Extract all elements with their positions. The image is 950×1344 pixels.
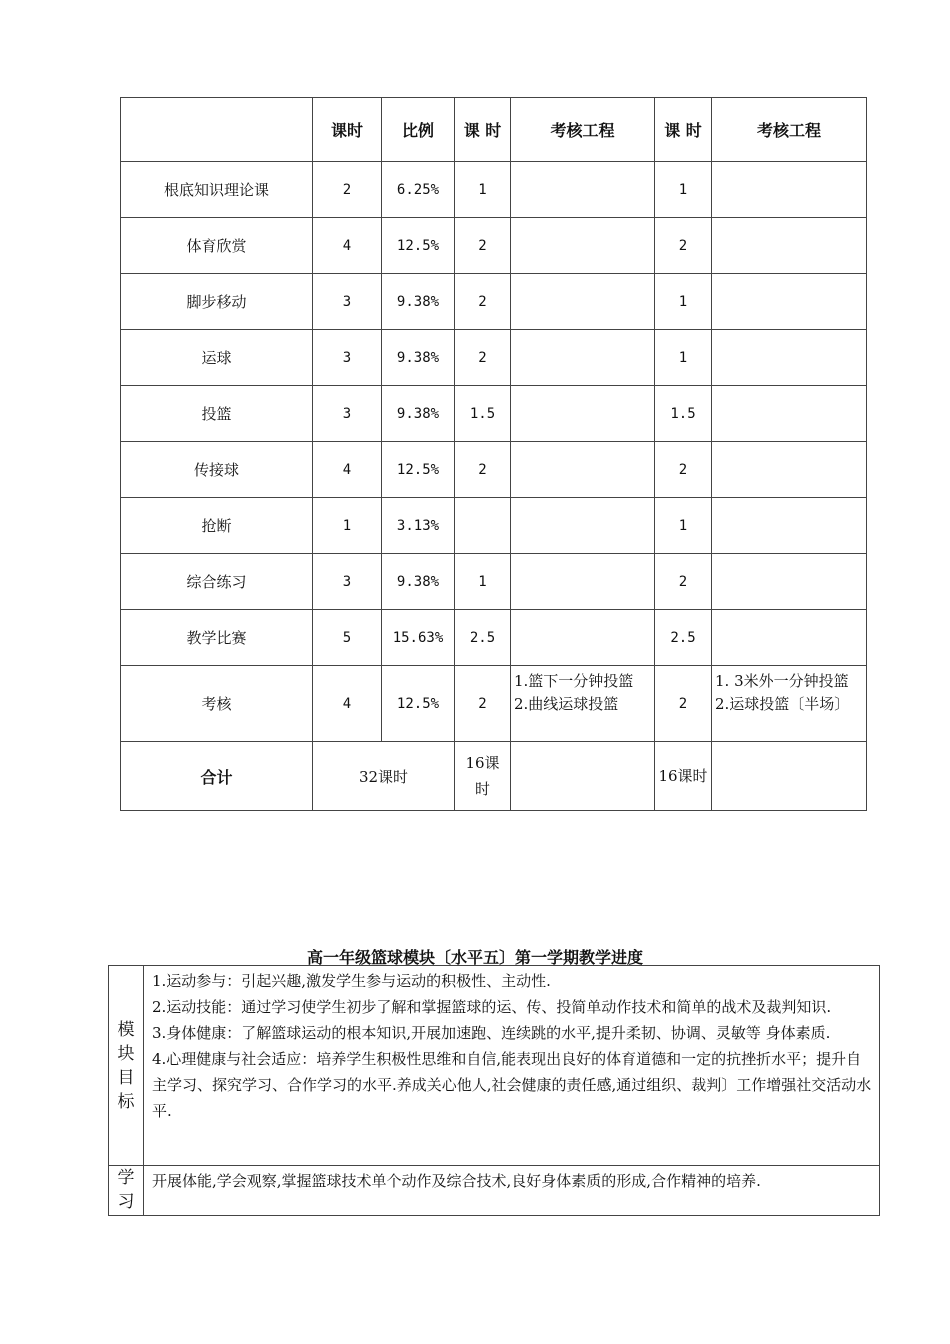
header-exam-term2: 考核工程 — [712, 98, 867, 162]
row-name: 运球 — [121, 330, 313, 386]
row-name: 教学比赛 — [121, 610, 313, 666]
row-hours: 4 — [313, 218, 382, 274]
table-row — [121, 610, 867, 666]
table-row — [121, 498, 867, 554]
row-hours-term2: 1 — [655, 162, 712, 218]
row-ratio: 12.5% — [382, 218, 455, 274]
header-hours: 课时 — [313, 98, 382, 162]
row-exam-term2 — [712, 274, 867, 330]
row-hours-term1: 2 — [455, 274, 511, 330]
goals-label — [109, 966, 144, 1166]
row-exam-term2 — [712, 162, 867, 218]
row-exam-term1 — [511, 386, 655, 442]
exam-row-hours-term1: 2 — [455, 666, 511, 742]
row-exam-term2 — [712, 386, 867, 442]
row-hours-term1: 2.5 — [455, 610, 511, 666]
exam-term2-wrap — [715, 668, 863, 740]
table-row — [121, 218, 867, 274]
learning-row — [109, 1166, 880, 1216]
row-ratio: 15.63% — [382, 610, 455, 666]
row-ratio: 9.38% — [382, 386, 455, 442]
row-ratio: 9.38% — [382, 330, 455, 386]
header-hours-term1: 课 时 — [455, 98, 511, 162]
row-exam-term1 — [511, 610, 655, 666]
total-row-hours-term2: 16课时 — [655, 742, 712, 811]
learning-cell: 开展体能,学会观察,掌握篮球技术单个动作及综合技术,良好身体素质的形成,合作精神的培养. — [144, 1166, 880, 1216]
goal-item: 4.心理健康与社会适应：培养学生积极性思维和自信,能表现出良好的体育道德和一定的抗挫折水平；提升自主学习、探究学习、合作学习的水平.养成关心他人,社会健康的责任感,通过组织、裁判〕工作增强社交活动水平. — [152, 1050, 872, 1120]
goals-label-text: 模块目标 — [117, 1019, 135, 1112]
row-hours: 1 — [313, 498, 382, 554]
goal-item: 1.运动参与：引起兴趣,激发学生参与运动的积极性、主动性. — [152, 972, 551, 990]
table-row — [121, 330, 867, 386]
table-row — [121, 162, 867, 218]
header-ratio: 比例 — [382, 98, 455, 162]
row-hours-term2: 2 — [655, 554, 712, 610]
row-hours-term2: 1.5 — [655, 386, 712, 442]
row-name: 抢断 — [121, 498, 313, 554]
row-hours: 3 — [313, 386, 382, 442]
learning-label-text: 学习 — [117, 1168, 135, 1212]
row-name: 综合练习 — [121, 554, 313, 610]
exam-term1-text: 1.篮下一分钟投篮 2.曲线运球投篮 — [514, 672, 634, 713]
table-body — [121, 162, 867, 666]
row-exam-term1 — [511, 442, 655, 498]
goal-item: 2.运动技能：通过学习使学生初步了解和掌握篮球的运、传、投简单动作技术和简单的战术及裁判知识. — [152, 998, 832, 1016]
row-exam-term2 — [712, 330, 867, 386]
row-hours-term2: 2 — [655, 442, 712, 498]
row-hours: 4 — [313, 442, 382, 498]
row-hours-term2: 1 — [655, 498, 712, 554]
row-exam-term2 — [712, 498, 867, 554]
goals-list — [152, 968, 875, 1164]
row-exam-term2 — [712, 554, 867, 610]
total-row-name: 合计 — [121, 742, 313, 811]
total-row-exam-term1 — [511, 742, 655, 811]
hours-table — [120, 97, 867, 811]
total-row-hours: 32课时 — [313, 742, 455, 811]
row-exam-term1 — [511, 330, 655, 386]
total-row-exam-term2 — [712, 742, 867, 811]
row-hours-term1 — [455, 498, 511, 554]
row-ratio: 6.25% — [382, 162, 455, 218]
row-ratio: 9.38% — [382, 554, 455, 610]
row-hours: 3 — [313, 274, 382, 330]
row-exam-term1 — [511, 162, 655, 218]
row-exam-term2 — [712, 218, 867, 274]
row-hours-term2: 1 — [655, 274, 712, 330]
row-name: 脚步移动 — [121, 274, 313, 330]
row-ratio: 9.38% — [382, 274, 455, 330]
row-hours-term1: 2 — [455, 330, 511, 386]
header-blank — [121, 98, 313, 162]
table-row — [121, 274, 867, 330]
header-exam-term1: 考核工程 — [511, 98, 655, 162]
total-row — [121, 742, 867, 811]
table-row — [121, 442, 867, 498]
goals-cell — [144, 966, 880, 1166]
row-name: 传接球 — [121, 442, 313, 498]
row-ratio: 12.5% — [382, 442, 455, 498]
row-hours-term1: 1.5 — [455, 386, 511, 442]
goal-item: 3.身体健康：了解篮球运动的根本知识,开展加速跑、连续跳的水平,提升柔韧、协调、灵敏等 身体素质. — [152, 1024, 831, 1042]
row-hours-term2: 1 — [655, 330, 712, 386]
row-hours: 3 — [313, 554, 382, 610]
row-hours-term1: 1 — [455, 162, 511, 218]
row-ratio: 3.13% — [382, 498, 455, 554]
exam-term2-line2: 2.运球投篮〔半场〕 — [715, 694, 850, 713]
row-exam-term1 — [511, 274, 655, 330]
row-exam-term1 — [511, 498, 655, 554]
row-name: 根底知识理论课 — [121, 162, 313, 218]
exam-row-name: 考核 — [121, 666, 313, 742]
exam-row-exam-term1 — [511, 666, 655, 742]
exam-row-exam-term2 — [712, 666, 867, 742]
row-exam-term1 — [511, 554, 655, 610]
exam-row-ratio: 12.5% — [382, 666, 455, 742]
row-hours: 5 — [313, 610, 382, 666]
header-hours-term2: 课 时 — [655, 98, 712, 162]
row-hours-term1: 2 — [455, 218, 511, 274]
row-exam-term2 — [712, 610, 867, 666]
row-hours-term2: 2 — [655, 218, 712, 274]
row-hours-term1: 2 — [455, 442, 511, 498]
exam-row-hours-term2: 2 — [655, 666, 712, 742]
row-name: 投篮 — [121, 386, 313, 442]
exam-row-hours: 4 — [313, 666, 382, 742]
total-row-hours-term1: 16课时 — [455, 742, 511, 811]
row-hours-term1: 1 — [455, 554, 511, 610]
exam-row — [121, 666, 867, 742]
module-goals-table — [108, 965, 880, 1216]
row-hours: 2 — [313, 162, 382, 218]
row-hours-term2: 2.5 — [655, 610, 712, 666]
exam-term2-line1: 1. 3米外一分钟投篮 — [715, 671, 849, 690]
table-row — [121, 386, 867, 442]
table-row — [121, 554, 867, 610]
row-hours: 3 — [313, 330, 382, 386]
goals-row — [109, 966, 880, 1166]
row-name: 体育欣赏 — [121, 218, 313, 274]
row-exam-term2 — [712, 442, 867, 498]
schedule-title: 高一年级篮球模块〔水平五〕第一学期教学进度 — [306, 948, 643, 967]
table-header-row — [121, 98, 867, 162]
learning-label — [109, 1166, 144, 1216]
row-exam-term1 — [511, 218, 655, 274]
